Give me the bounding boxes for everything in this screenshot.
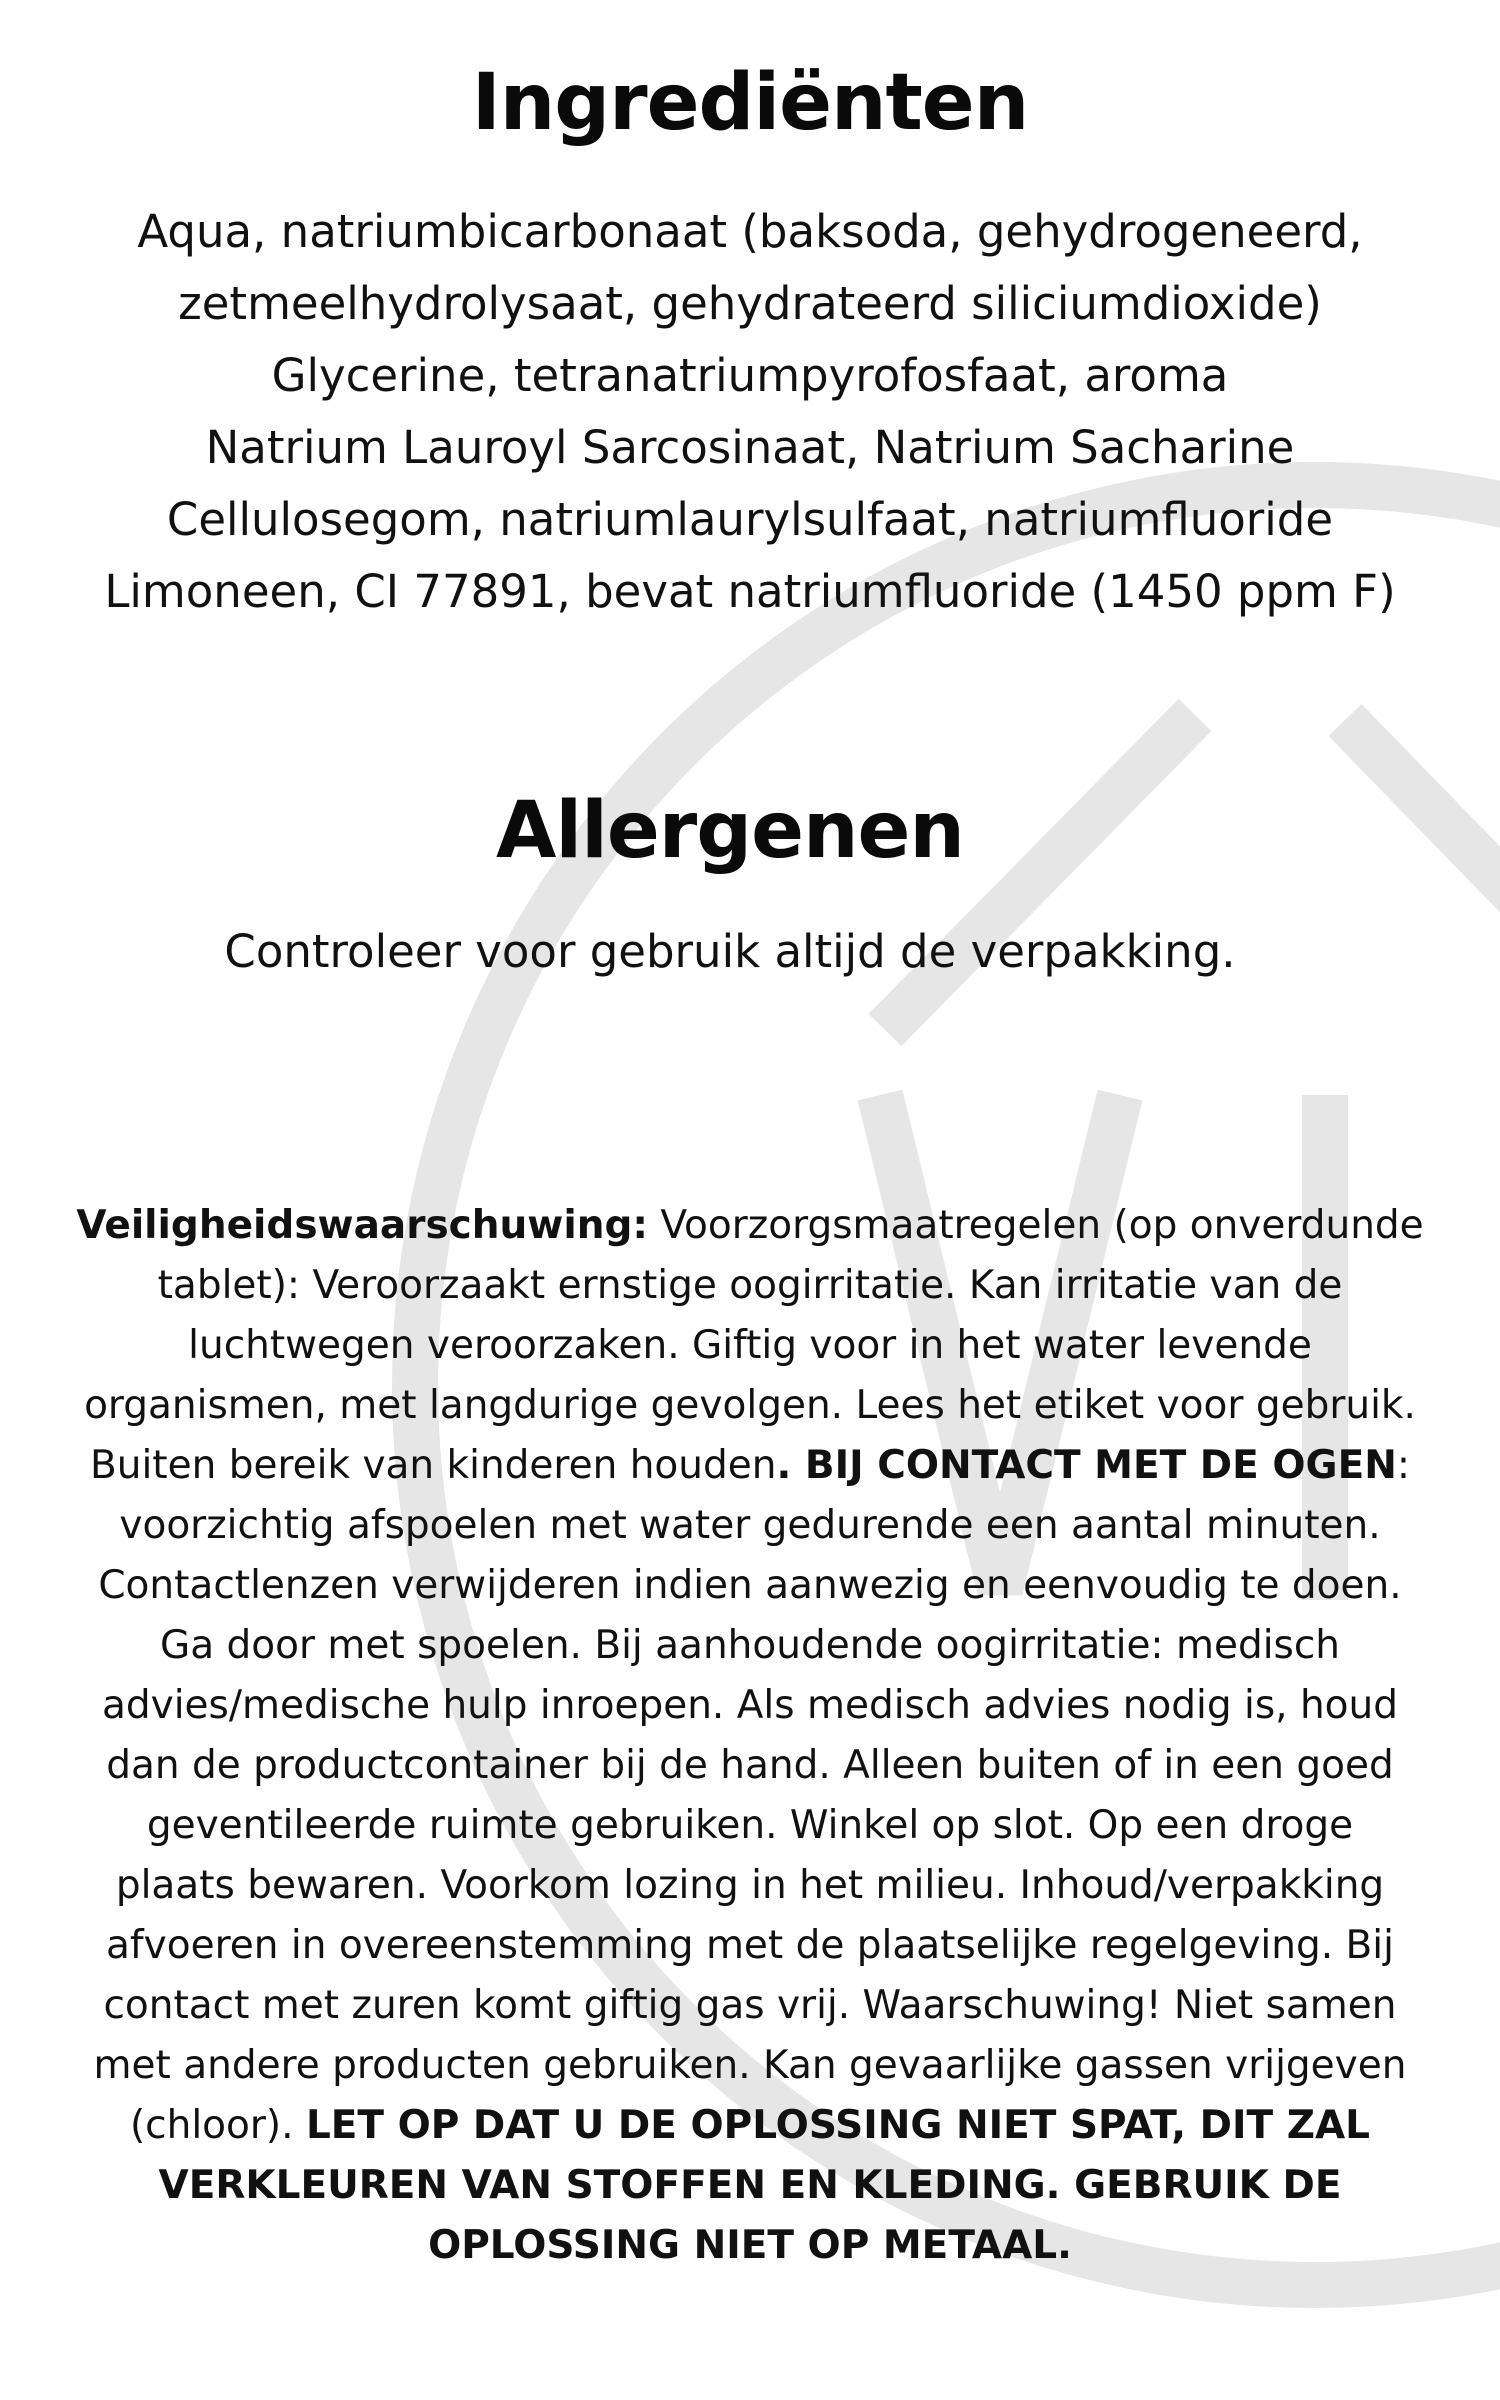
safety-text: Buiten bereik van kinderen houden [90, 1443, 777, 1488]
safety-line: organismen, met langdurige gevolgen. Lees het etiket voor gebruik. [84, 1383, 1416, 1428]
safety-line: Contactlenzen verwijderen indien aanwezig en eenvoudig te doen. [98, 1563, 1402, 1608]
safety-label: Veiligheidswaarschuwing: [76, 1203, 648, 1248]
allergens-text: Controleer voor gebruik altijd de verpakking. [224, 925, 1236, 978]
safety-line [50, 1196, 1450, 1256]
safety-line: afvoeren in overeenstemming met de plaatselijke regelgeving. Bij [106, 1923, 1394, 1968]
safety-warning [50, 1196, 1450, 2276]
safety-text: Voorzorgsmaatregelen (op onverdunde [647, 1203, 1424, 1248]
safety-text: (chloor). [129, 2103, 306, 2148]
safety-line: Ga door met spoelen. Bij aanhoudende oogirritatie: medisch [159, 1623, 1341, 1668]
safety-line: luchtwegen veroorzaken. Giftig voor in het water levende [188, 1323, 1312, 1368]
ingredients-list [40, 196, 1460, 628]
safety-line: advies/medische hulp inroepen. Als medisch advies nodig is, houd [101, 1683, 1399, 1728]
safety-line: plaats bewaren. Voorkom lozing in het milieu. Inhoud/verpakking [115, 1863, 1385, 1908]
safety-line: tablet): Veroorzaakt ernstige oogirritatie. Kan irritatie van de [157, 1263, 1343, 1308]
caution-line: OPLOSSING NIET OP METAAL. [428, 2223, 1072, 2268]
caution-text: LET OP DAT U DE OPLOSSING NIET SPAT, DIT ZAL [305, 2103, 1371, 2148]
safety-line: contact met zuren komt giftig gas vrij. Waarschuwing! Niet samen [103, 1983, 1397, 2028]
allergens-heading: Allergenen [496, 786, 964, 876]
caution-line: VERKLEUREN VAN STOFFEN EN KLEDING. GEBRUIK DE [158, 2163, 1342, 2208]
safety-line [50, 1436, 1450, 1496]
eye-contact-label: . BIJ CONTACT MET DE OGEN [776, 1443, 1397, 1488]
safety-line: voorzichtig afspoelen met water gedurende een aantal minuten. [119, 1503, 1381, 1548]
safety-line: geventileerde ruimte gebruiken. Winkel op slot. Op een droge [146, 1803, 1354, 1848]
ingredients-heading: Ingrediënten [471, 58, 1029, 148]
ingredients-line: Natrium Lauroyl Sarcosinaat, Natrium Sacharine [205, 421, 1295, 474]
ingredients-line: Glycerine, tetranatriumpyrofosfaat, aroma [271, 349, 1229, 402]
safety-line: met andere producten gebruiken. Kan gevaarlijke gassen vrijgeven [93, 2043, 1407, 2088]
ingredients-line: Limoneen, CI 77891, bevat natriumfluoride (1450 ppm F) [104, 565, 1396, 618]
ingredients-line: Aqua, natriumbicarbonaat (baksoda, gehydrogeneerd, [137, 205, 1363, 258]
safety-line: dan de productcontainer bij de hand. Alleen buiten of in een goed [106, 1743, 1394, 1788]
ingredients-line: Cellulosegom, natriumlaurylsulfaat, natriumfluoride [166, 493, 1334, 546]
safety-line [50, 2096, 1450, 2156]
safety-text: : [1396, 1443, 1410, 1488]
ingredients-line: zetmeelhydrolysaat, gehydrateerd siliciumdioxide) [178, 277, 1322, 330]
